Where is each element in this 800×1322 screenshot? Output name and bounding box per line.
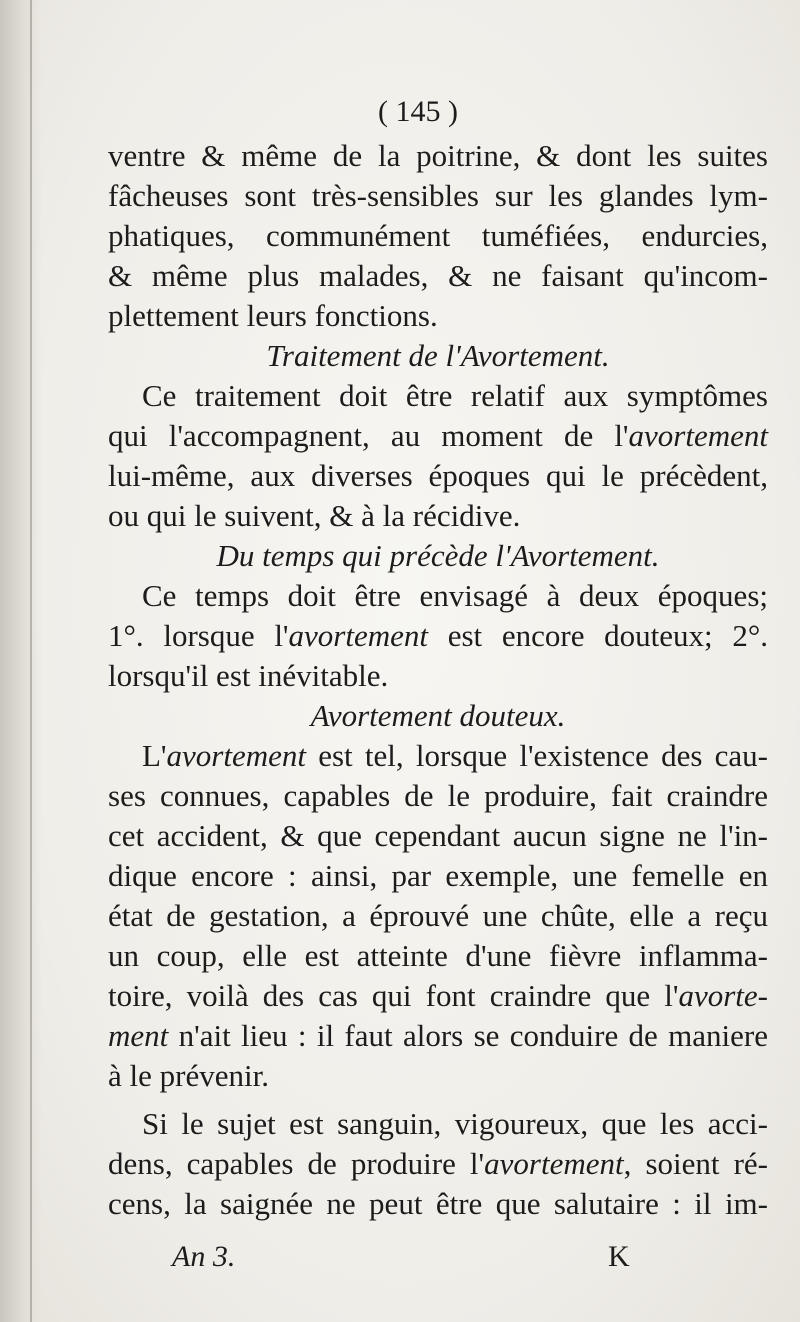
text-line: plettement leurs fonctions. [108,298,438,333]
text-line: ment n'ait lieu : il faut alors se conduire de maniere [108,1018,768,1053]
text-line: phatiques, communément tuméfiées, endurcies, [108,218,768,253]
text-line: ventre & même de la poitrine, & dont les suites [108,138,768,173]
paragraph-traitement [108,376,768,536]
footer-signature: An 3. [172,1240,236,1273]
text-line: Ce traitement doit être relatif aux symptômes [142,378,768,413]
text-line: Si le sujet est sanguin, vigoureux, que les acci- [142,1106,768,1141]
text-line: & même plus malades, & ne faisant qu'incom- [108,258,768,293]
text-line: état de gestation, a éprouvé une chûte, elle a reçu [108,898,768,933]
section-heading-douteux: Avortement douteux. [310,698,566,733]
text-line: 1°. lorsque l'avortement est encore douteux; 2°. [108,618,769,653]
text-line: à le prévenir. [108,1058,269,1093]
text-line: lui-même, aux diverses époques qui le précèdent, [108,458,768,493]
section-heading-temps: Du temps qui précède l'Avortement. [216,538,660,573]
text-line: cet accident, & que cependant aucun signe ne l'in- [108,818,768,853]
text-line: qui l'accompagnent, au moment de l'avortement [108,418,768,453]
paragraph-temps [108,576,768,696]
text-line: dens, capables de produire l'avortement, soient ré- [108,1146,768,1181]
text-line: cens, la saignée ne peut être que salutaire : il im- [108,1186,768,1221]
binding-gutter [0,0,42,1322]
text-line: un coup, elle est atteinte d'une fièvre inflamma- [108,938,768,973]
text-line: ou qui le suivent, & à la récidive. [108,498,521,533]
binding-edge [30,0,32,1322]
text-line: Ce temps doit être envisagé à deux époques; [142,578,768,613]
paragraph-douteux [108,736,768,1096]
page-footer [0,1240,800,1280]
section-heading-traitement: Traitement de l'Avortement. [266,338,610,373]
text-line: fâcheuses sont très-sensibles sur les glandes lym- [108,178,768,213]
page-number: ( 145 ) [378,95,458,128]
text-line: toire, voilà des cas qui font craindre que l'avorte- [108,978,768,1013]
sheet-signature-mark: K [608,1240,630,1273]
paragraph-sanguin [108,1104,768,1224]
text-line: L'avortement est tel, lorsque l'existence des cau- [142,738,768,773]
text-line: lorsqu'il est inévitable. [108,658,389,693]
text-line: ses connues, capables de le produire, fait craindre [108,778,768,813]
text-line: dique encore : ainsi, par exemple, une femelle en [108,858,768,893]
page-text [108,88,768,1224]
paragraph-continued [108,136,768,336]
